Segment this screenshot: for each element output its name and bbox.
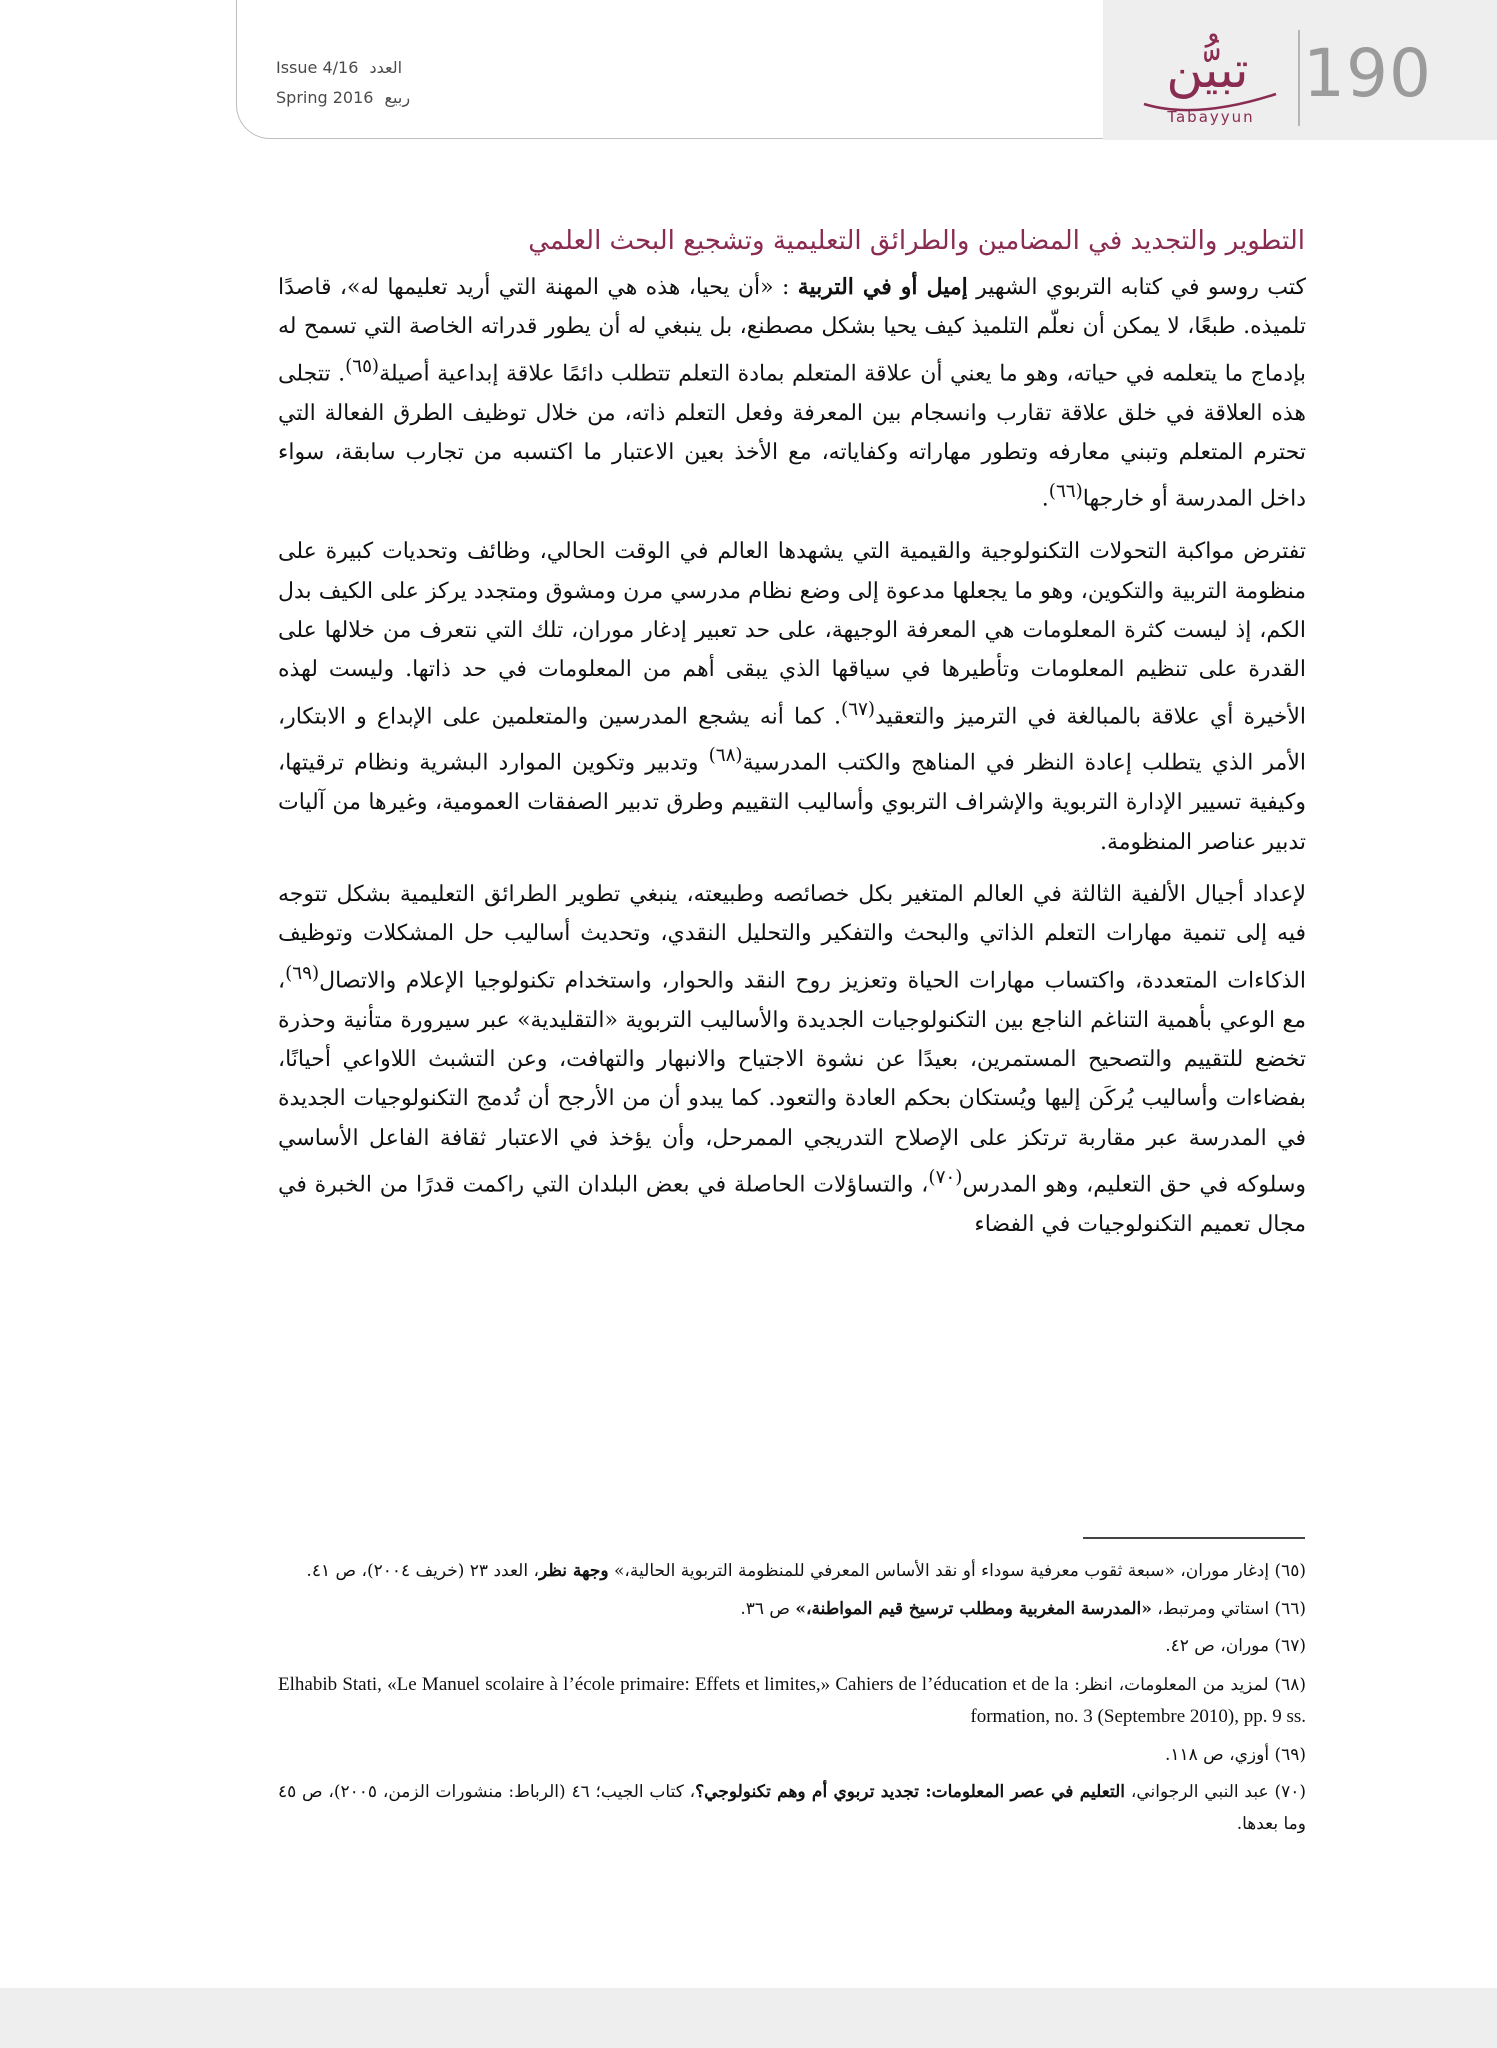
section-title: التطوير والتجديد في المضامين والطرائق التعليمية وتشجيع البحث العلمي (528, 226, 1305, 256)
footnote-number: (٦٦) (1274, 1598, 1306, 1619)
footnote-text: استاتي ومرتبط، (1151, 1598, 1275, 1619)
footnote-text: لمزيد من المعلومات، انظر: (1068, 1674, 1275, 1695)
paragraph-3 (278, 875, 1306, 1244)
footnote-ref-66[interactable]: (٦٦) (1048, 481, 1083, 503)
issue-ar: العدد (369, 58, 403, 77)
header-divider (1298, 30, 1300, 126)
p3-text-2: ، مع الوعي بأهمية التناغم الناجع بين التكنولوجيات الجديدة والأساليب التربوية «التقليدية» عبر سيرورة متأنية وحذرة تخضع للتقييم والتصحيح المستمرين، بعيدًا عن نشوة الاجتياح والانبهار والتهافت، وعن التشبث اللاواعي أحيانًا، بفضاءات وأساليب يُركَن إليها ويُستكان بحكم العادة والتعود. كما يبدو أن من الأرجح أن تُدمج التكنولوجيات الجديدة في المدرسة عبر مقاربة ترتكز على الإصلاح التدريجي الممرحل، وأن يؤخذ في الاعتبار ثقافة الفاعل الأساسي وسلوكه في حق التعليم، وهو المدرس (278, 968, 1307, 1198)
p2-text-2: . كما أنه يشجع المدرسين والمتعلمين على الإبداع و الابتكار، الأمر الذي يتطلب إعادة النظر في المناهج والكتب المدرسية (278, 704, 1306, 776)
footnote-65 (278, 1556, 1306, 1588)
page-footer-bar (0, 1988, 1497, 2048)
footnote-ref-70[interactable]: (٧٠) (928, 1167, 963, 1189)
paragraph-2 (278, 532, 1306, 862)
season-en: Spring 2016 (276, 88, 374, 107)
p1-text-4: . (1041, 486, 1049, 512)
footnote-french-citation: Elhabib Stati, «Le Manuel scolaire à l’école primaire: Effets et limites,» Cahiers de l’éducation et de la formation, no. 3 (Septembre 2010), pp. 9 ss. (278, 1673, 1306, 1727)
footnote-text: ، كتاب الجيب؛ ٤٦ (الرباط: منشورات الزمن، ٢٠٠٥)، ص ٤٥ وما بعدها. (278, 1782, 1306, 1834)
footnote-ref-69[interactable]: (٦٩) (285, 962, 320, 984)
p1-text-1: كتب روسو في كتابه التربوي الشهير (967, 275, 1307, 300)
footnote-text: ص ٣٦. (740, 1598, 796, 1619)
issue-label (276, 58, 402, 77)
logo-english: Tabayyun (1167, 108, 1255, 126)
page-number: 190 (1303, 35, 1432, 112)
issue-en: Issue 4/16 (276, 58, 359, 77)
p2-text-3: وتدبير وتكوين الموارد البشرية ونظام ترقيتها، وكيفية تسيير الإدارة التربوية والإشراف التربوي وأساليب التقييم وطرق تدبير الصفقات العمومية، وغيرها من آليات تدبير عناصر المنظومة. (278, 750, 1306, 855)
article-body (278, 268, 1306, 1257)
footnotes (278, 1556, 1306, 1846)
footnote-text: إدغار موران، «سبعة ثقوب معرفية سوداء أو نقد الأساس المعرفي للمنظومة التربوية الحالية،» (608, 1561, 1275, 1581)
footnote-number: (٦٥) (1274, 1561, 1306, 1581)
footnote-66 (278, 1594, 1306, 1626)
footnote-69 (278, 1740, 1306, 1772)
footnote-number: (٦٨) (1274, 1674, 1307, 1695)
footnote-separator (1083, 1537, 1305, 1539)
footnote-ref-65[interactable]: (٦٥) (345, 355, 380, 377)
p1-text-3: . تتجلى هذه العلاقة في خلق علاقة تقارب وانسجام بين المعرفة وفعل التعلم ذاته، من خلال توظيف الطرق الفعالة التي تحترم المتعلم وتبني معارفه وتطور مهاراته وكفاياته، مع الأخذ بعين الاعتبار ما اكتسبه من تجارب سابقة، سواء داخل المدرسة أو خارجها (278, 361, 1306, 512)
footnote-text: أوزي، ص ١١٨. (1164, 1744, 1275, 1765)
footnote-70 (278, 1777, 1306, 1840)
logo-arabic: تبيُّن (1166, 41, 1249, 99)
p2-text-1: تفترض مواكبة التحولات التكنولوجية والقيمية التي يشهدها العالم في الوقت الحالي، وظائف وتحديات كبيرة على منظومة التربية والتكوين، وهو ما يجعلها مدعوة إلى وضع نظام مدرسي مرن ومشوق ومتجدد يركز على الكيف بدل الكم، إذ ليست كثرة المعلومات هي المعرفة الوجيهة، على حد تعبير إدغار موران، تلك التي نتعرف من خلالها على القدرة على تنظيم المعلومات وتأطيرها في سياقها الذي يبقى أهم من المعلومات في حد ذاتها. وليست لهذه الأخيرة أي علاقة بالمبالغة في الترميز والتعقيد (278, 539, 1307, 730)
footnote-text: ، العدد ٢٣ (خريف ٢٠٠٤)، ص ٤١. (306, 1561, 539, 1581)
footnote-ref-67[interactable]: (٦٧) (841, 698, 876, 720)
footnote-source-title: «المدرسة المغربية ومطلب ترسيخ قيم المواطنة،» (795, 1598, 1152, 1619)
footnote-67 (278, 1631, 1306, 1663)
paragraph-1 (278, 268, 1306, 519)
footnote-source-title: وجهة نظر (538, 1561, 609, 1581)
p1-text-2: : «أن يحيا، هذه هي المهنة التي أريد تعليمها له»، قاصدًا تلميذه. طبعًا، لا يمكن أن نعلّم التلميذ كيف يحيا بشكل مصطنع، بل ينبغي له أن يطور قدراته الخاصة التي تسمح له بإدماج ما يتعلمه في حياته، وهو ما يعني أن علاقة المتعلم بمادة التعلم تتطلب دائمًا علاقة إبداعية أصيلة (278, 275, 1306, 387)
season-ar: ربيع (384, 88, 411, 107)
footnote-text: عبد النبي الرجواني، (1125, 1782, 1275, 1802)
footnote-68 (278, 1669, 1306, 1734)
footnote-number: (٦٩) (1274, 1744, 1306, 1765)
p3-text-3: ، والتساؤلات الحاصلة في بعض البلدان التي راكمت قدرًا من الخبرة في مجال تعميم التكنولوجيات في الفضاء (278, 1172, 1306, 1237)
footnote-text: موران، ص ٤٢. (1165, 1636, 1275, 1656)
footnote-number: (٧٠) (1274, 1782, 1306, 1802)
p3-text-1: لإعداد أجيال الألفية الثالثة في العالم المتغير بكل خصائصه وطبيعته، ينبغي تطوير الطرائق التعليمية بشكل تتوجه فيه إلى تنمية مهارات التعلم الذاتي والبحث والتفكير والتحليل النقدي، وتحديث أساليب حل المشكلات وتوظيف الذكاءات المتعددة، واكتساب مهارات الحياة وتعزيز روح النقد والحوار، واستخدام تكنولوجيا الإعلام والاتصال (278, 882, 1306, 994)
season-label (276, 88, 410, 107)
footnote-ref-68[interactable]: (٦٨) (708, 745, 743, 767)
footnote-source-title: التعليم في عصر المعلومات: تجديد تربوي أم وهم تكنولوجي؟ (695, 1782, 1126, 1802)
book-title: إميل أو في التربية (797, 274, 968, 300)
footnote-number: (٦٧) (1274, 1636, 1306, 1656)
